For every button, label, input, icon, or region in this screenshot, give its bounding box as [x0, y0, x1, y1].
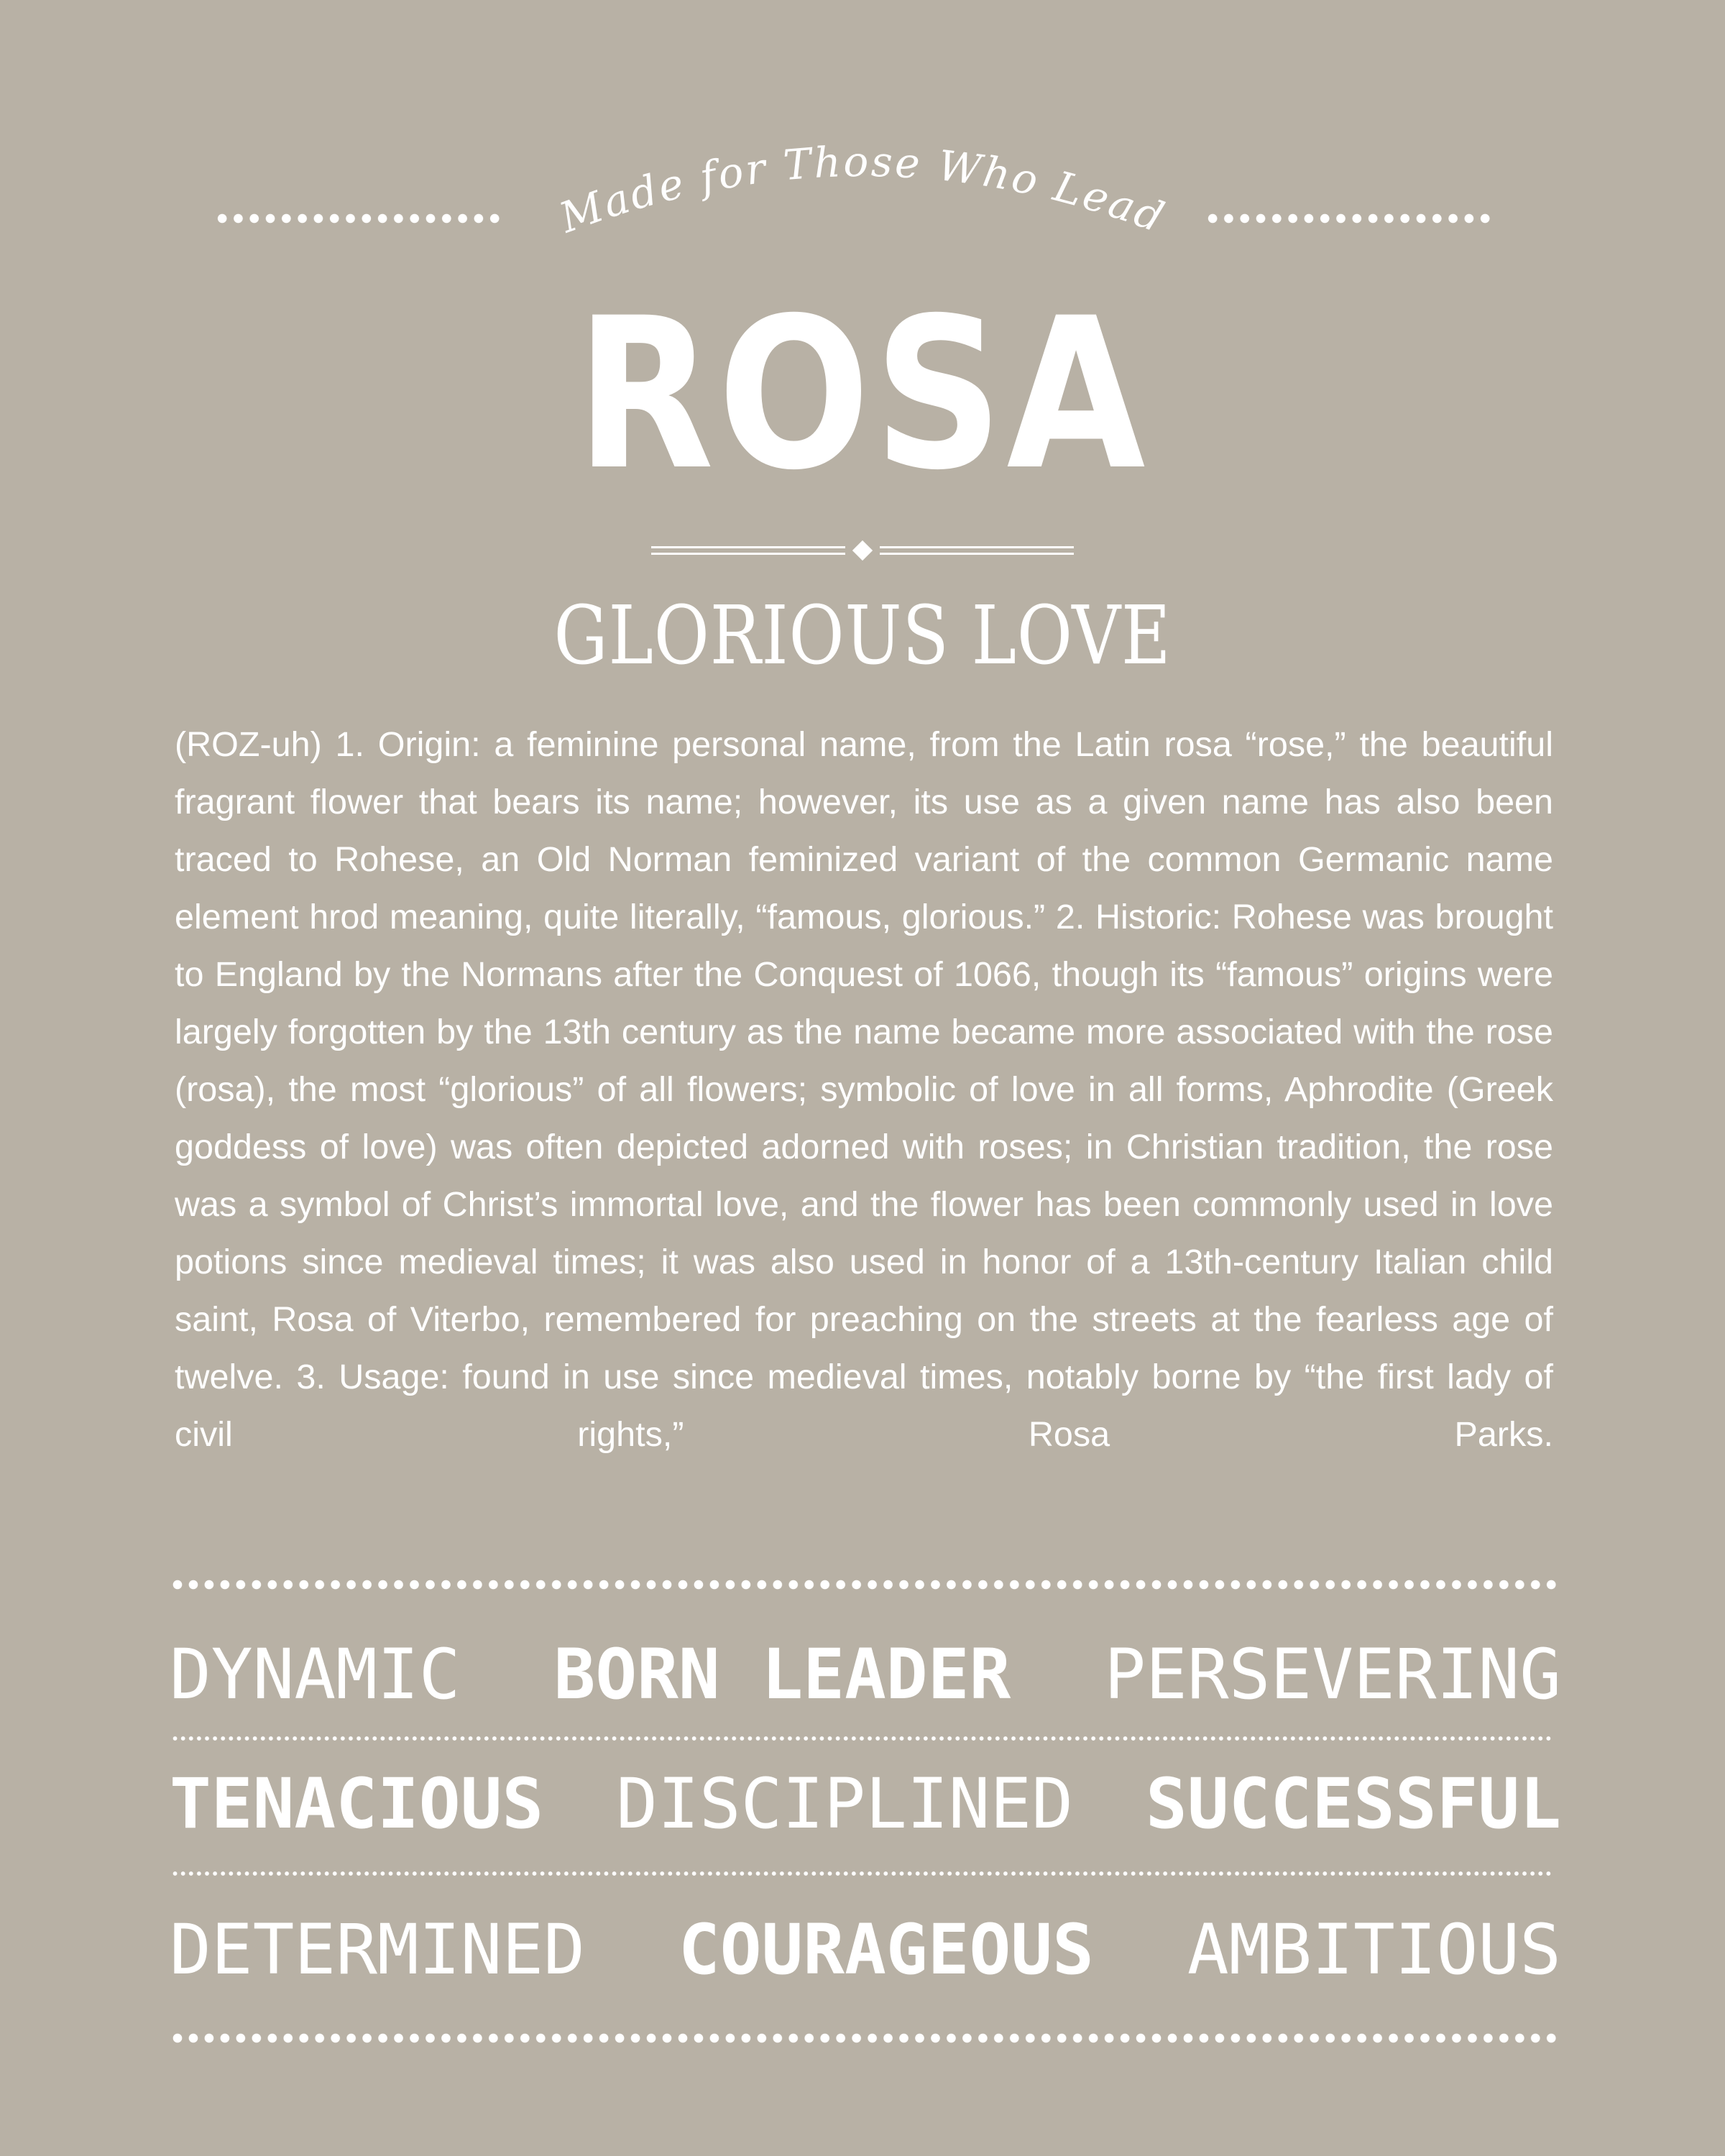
divider-line-left	[651, 546, 845, 555]
name-title: ROSA	[576, 274, 1149, 516]
trait-item: AMBITIOUS	[1187, 1909, 1561, 1990]
traits-separator-1	[171, 1736, 1554, 1741]
trait-item: TENACIOUS	[170, 1764, 544, 1844]
trait-item: DISCIPLINED	[616, 1764, 1073, 1844]
trait-row-3	[170, 1903, 1561, 1996]
traits-separator-2	[171, 1871, 1554, 1876]
divider-diamond-icon	[852, 540, 873, 561]
trait-row-1	[170, 1628, 1561, 1721]
name-meaning: GLORIOUS LOVE	[553, 589, 1172, 683]
trait-row-2	[170, 1757, 1561, 1851]
trait-item: DETERMINED	[170, 1909, 585, 1990]
svg-text:Made for Those Who Lead	[553, 137, 1172, 243]
traits-dots-bottom	[170, 2032, 1560, 2045]
trait-item: PERSEVERING	[1104, 1634, 1561, 1715]
trait-item: SUCCESSFUL	[1146, 1764, 1561, 1844]
trait-item: BORN LEADER	[553, 1634, 1011, 1715]
trait-item: DYNAMIC	[170, 1634, 461, 1715]
traits-dots-top	[170, 1578, 1560, 1591]
name-description: (ROZ-uh) 1. Origin: a feminine personal name, from the Latin rosa “rose,” the beautiful fragrant flower that bears its name; however, its use as a given name has also been traced to Rohese, an Old Norman feminized variant of the common Germanic name element hrod meaning, quite literally, “famous, glorious.” 2. Historic: Rohese was brought to England by the Normans after the Conquest of 1066, though its “famous” origins were largely forgotten by the 13th century as the name became more associated with the rose (rosa), the most “glorious” of all flowers; symbolic of love in all forms, Aphrodite (Greek goddess of love) was often depicted adorned with roses; in Christian tradition, the rose was a symbol of Christ’s immortal love, and the flower has been commonly used in love potions since medieval times; it was also used in honor of a 13th-century Italian child saint, Rosa of Viterbo, remembered for preaching on the streets at the fearless age of twelve. 3. Usage: found in use since medieval times, notably borne by “the first lady of civil rights,” Rosa Parks.	[175, 725, 1553, 1454]
divider-line-right	[880, 546, 1074, 555]
tagline-dots-right	[1205, 213, 1494, 224]
tagline-text: Made for Those Who Lead	[553, 137, 1172, 243]
tagline	[546, 108, 1179, 252]
tagline-dots-left	[214, 213, 503, 224]
trait-item: COURAGEOUS	[678, 1909, 1094, 1990]
